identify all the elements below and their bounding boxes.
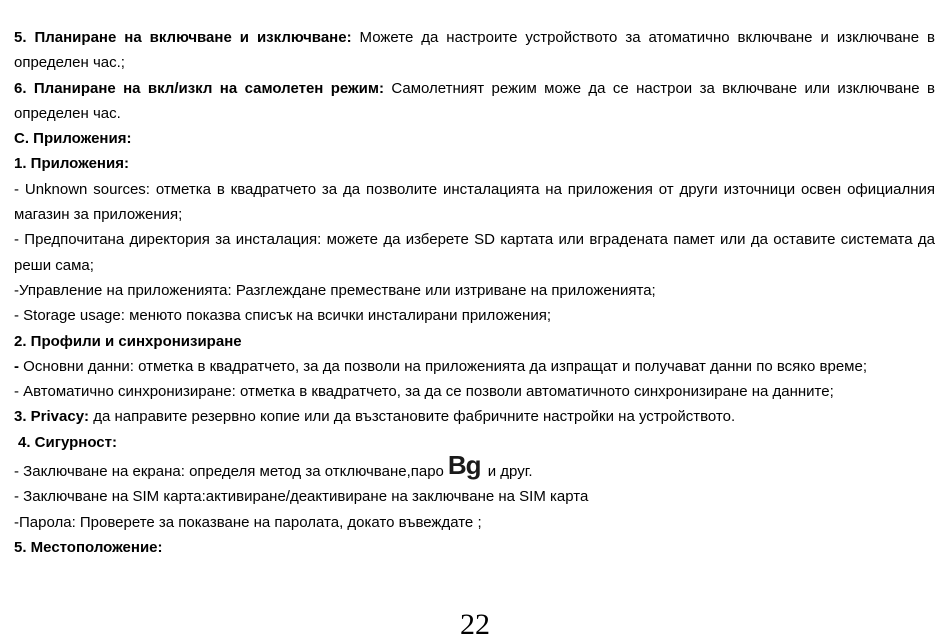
subsection-heading-profiles: 2. Профили и синхронизиране <box>14 332 242 350</box>
bg-language-logo: Bg <box>447 450 481 481</box>
paragraph-power-schedule <box>14 25 935 76</box>
paragraph-install-location: - Предпочитана директория за инсталация: можете да изберете SD картата или вградената памет или да оставите системата да реши сама; <box>14 231 935 274</box>
paragraph-heading: 3. Privacy: <box>14 408 90 426</box>
paragraph-text-end: и друг. <box>483 463 533 481</box>
paragraph-unknown-sources: - Unknown sources: отметка в квадратчето за да позволите инсталацията на приложения от други източници освен официалния магазин за приложения; <box>14 180 935 224</box>
page-number: 22 <box>460 608 490 641</box>
paragraph-text: - Заключване на екрана: определя метод за отключване,паро <box>14 463 444 481</box>
list-dash: - <box>14 357 19 375</box>
section-heading-apps: C. Приложения: <box>14 130 132 148</box>
paragraph-storage-usage: - Storage usage: менюто показва списък на всички инсталирани приложения; <box>14 307 551 325</box>
paragraph-heading: 5. Планиране на включване и изключване: <box>14 29 352 46</box>
paragraph-privacy <box>14 404 935 429</box>
subsection-heading-security: 4. Сигурност: <box>18 433 117 451</box>
paragraph-password: -Парола: Проверете за показване на паролата, докато въвеждате ; <box>14 513 482 531</box>
paragraph-background-data <box>14 354 935 379</box>
subsection-heading-apps: 1. Приложения: <box>14 155 129 173</box>
paragraph-screen-lock <box>14 450 935 484</box>
paragraph-text: Основни данни: отметка в квадратчето, за да позволи на приложенията да изпращат и получават данни по всяко време; <box>19 357 867 375</box>
paragraph-sim-lock: - Заключване на SIM карта:активиране/деактивиране на заключване на SIM карта <box>14 488 589 506</box>
paragraph-text: да направите резервно копие или да възстановите фабричните настройки на устройството. <box>89 408 736 426</box>
paragraph-manage-apps: -Управление на приложенията: Разглеждане преместване или изтриване на приложенията; <box>14 281 656 299</box>
subsection-heading-location: 5. Местоположение: <box>14 538 163 556</box>
document-body <box>14 25 935 560</box>
paragraph-airplane-schedule <box>14 76 935 127</box>
paragraph-auto-sync: - Автоматично синхронизиране: отметка в квадратчето, за да се позволи автоматичното синхронизиране на данните; <box>14 383 834 401</box>
paragraph-heading: 6. Планиране на вкл/изкл на самолетен режим: <box>14 79 384 97</box>
paragraph-text: Самолетният режим може да се настрои за включване или изключване в определен час. <box>14 79 935 122</box>
paragraph-text: Можете да настроите устройството за атоматично включване и изключване в определен час.; <box>14 29 935 72</box>
